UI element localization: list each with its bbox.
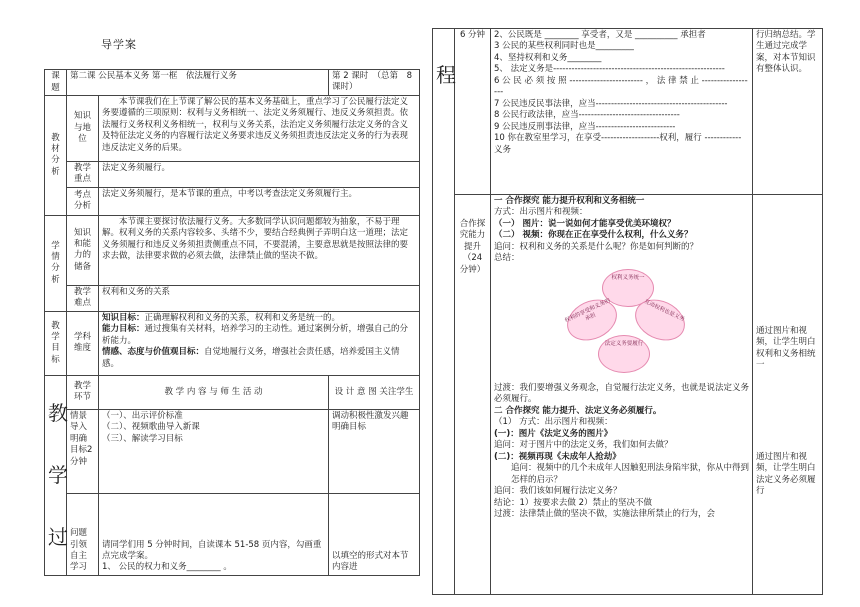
key-point-label: 教学重点 [67,162,99,188]
rights-duties-heart-diagram [494,267,749,379]
followup-three: 追问：视频中的几个未成年人因触犯刑法身陷牢狱，你从中得到怎样的启示？ [511,463,750,485]
self-study-intro: 请同学们用 5 分钟时间，自读课本 51-58 页内容，勾画重点完成学案。 [102,539,322,561]
emotion-goal-head: 情感、态度与价值观目标： [102,347,205,358]
goals-label: 教学目标 [45,311,67,375]
design-column-header: 设 计 意 图 关注学生 [329,375,420,409]
knowledge-goal-text: 正确理解权利和义务的关系，权利和义务是统一的。 [144,312,341,323]
video-two: (二)：视频再现《未成年人抢劫》 [494,451,621,462]
intro-design: 调动积极性激发兴趣 明确目标 [329,409,420,493]
design-note-two: 通过图片和视频，让学生明白法定义务必须履行 [756,451,816,497]
list-item: 5、 法定义务是-------------------------------------------------------- [494,64,725,75]
heart-top: 权利义务统一 [602,269,654,307]
lesson-title: 第二课 公民基本义务 第一框 依法履行义务 [67,70,329,96]
list-item: 9 公民违反刑事法律，应当-------------------------- [494,121,676,132]
followup-two: 追问：对于图片中的法定义务，我们如何去做？ [494,440,673,451]
difficulty-label: 教学难点 [67,285,99,311]
lesson-period: 第 2 课时 （总第 8 课时） [329,70,420,96]
transition-one: 过渡：我们要增强义务观念，自觉履行法定义务，也就是说法定义务必须履行。 [494,382,750,405]
design-note-one: 通过图片和视频，让学生明白权利和义务相统一 [756,326,816,371]
followup-four: 追问：我们该如何履行法定义务？ [494,486,622,497]
ability-goal-text: 通过搜集有关材料，培养学习的主动性。通过案例分析，增强自己的分析能力。 [102,324,409,346]
process-big-label: 教 学 过 [45,375,67,575]
conclusion: 结论：1）按要求去做 2）禁止的坚决不做 [494,497,653,508]
lesson-plan-right-table [432,28,823,595]
list-item: （三）、解读学习目标 [102,433,183,444]
list-item: 6 公 民 必 须 按 照 ------------------------ ， 法 律 禁 止 ------------------ [494,75,748,98]
exam-label: 考点分析 [67,187,99,215]
content-column-header: 教 学 内 容 与 师 生 活 动 [99,375,329,409]
image-two: (一)：图片《法定义务的图片》 [494,428,613,439]
ability-text: 本节课主要探讨依法履行义务。大多数同学认识问题都较为抽象，不易于理解。权利义务的关系内容较多、头绪不少，要结合经典例子弄明白这一道理；法定义务须履行和违反义务须担责侧重点不同，不要混淆，主要意思就是按照法律的要求去做，法律要求做的必须去做，法律禁止做的坚决不做。 [99,215,420,285]
self-study-step: 问题引领自主学习 [67,493,99,575]
ability-label: 知识和能力的储备 [67,215,99,285]
lesson-plan-left-table [44,69,420,576]
list-item: 10 你在教室里学习，在享受-------------------权利，履行 ------------ 义务 [494,133,742,155]
status-text: 本节课我们在上节课了解公民的基本义务基础上，重点学习了公民履行法定义务要遵循的三项原则：权利与义务相统一、法定义务须履行、违反义务须担责。依法履行义务权利义务相统一，权利与义务关系，法治定义务须履行法定义务的含义及特征法定义务的内容履行法定义务要求违反义务须担责违反法定义务的行为表现违反法定义务的后果。 [99,96,420,162]
self-study-design: 以填空的形式对本节内容进 [329,493,420,575]
difficulty-text: 权利和义务的关系 [99,285,420,311]
page-title: 导学案 [101,38,137,51]
heart-right: 互动权利也是义务 [628,292,691,348]
topic-label: 课题 [45,70,67,96]
status-label: 知识与地位 [67,96,99,162]
list-item: 4、坚持权利和义务________ [494,52,602,63]
step-column-header: 教学环节 [67,375,99,409]
process-label-cont: 程 [433,29,455,595]
section-one-heading: 一 合作探究 能力提升权利和义务相统一 [494,196,645,206]
method-two: （1） 方式：出示图片和视频： [494,417,613,428]
dimension-label: 学科维度 [67,311,99,375]
learner-analysis-label: 学情分析 [45,215,67,311]
list-item: 3 公民的某些权利同时也是_________ [494,41,634,52]
summary-label: 总结： [494,253,520,264]
material-analysis-label: 教材分析 [45,96,67,216]
question-video-one: （二） 视频：你现在正在享受什么权利，什么义务？ [494,230,693,241]
list-item: 7 公民违反民事法律，应当------------------------------------------- [494,98,728,109]
emotion-goal-text: 自觉地履行义务，增强社会责任感，培养爱国主义情感。 [102,347,400,369]
heart-left: 权利的享受和义务的承担 [560,292,623,348]
knowledge-goal-head: 知识目标： [102,312,145,323]
section-two-heading: 二 合作探究 能力提升、法定义务必须履行。 [494,405,662,416]
transition-two: 过渡：法律禁止做的坚决不做，实施法律所禁止的行为，会 [494,508,716,519]
intro-step: 情景导入明确目标2 分钟 [67,409,99,493]
question-image-one: （一） 图片：说一说如何才能享受优美环境权？ [494,218,676,229]
cooperation-step: 合作探究能力提升（24 分钟） [455,195,491,595]
fill-blank-time: 6 分钟 [455,29,491,195]
list-item: 2、公民既是 ________ 享受者，又是 __________ 承担者 [494,30,706,40]
ability-goal-head: 能力目标： [102,324,145,335]
fill-blank-design: 行归纳总结。学生通过完成学案，对本节知识有整体认识。 [753,29,823,195]
list-item: 8 公民行政法律，应当--------------------------------- [494,110,680,121]
list-item: （二）、视频歌曲导入新课 [102,422,200,433]
exam-text: 法定义务须履行，是本节课的重点，中考以考查法定义务须履行主。 [99,187,420,215]
followup-one: 追问：权利和义务的关系是什么呢？你是如何判断的？ [494,241,699,252]
list-item: （一）、出示评价标准 [102,410,183,421]
heart-bottom: 法定义务要履行 [598,335,650,373]
method-one: 方式：出示图片和视频： [494,207,588,218]
self-study-q1: 1、 公民的权力和义务________ 。 [102,562,232,573]
key-point-text: 法定义务须履行。 [99,162,420,188]
